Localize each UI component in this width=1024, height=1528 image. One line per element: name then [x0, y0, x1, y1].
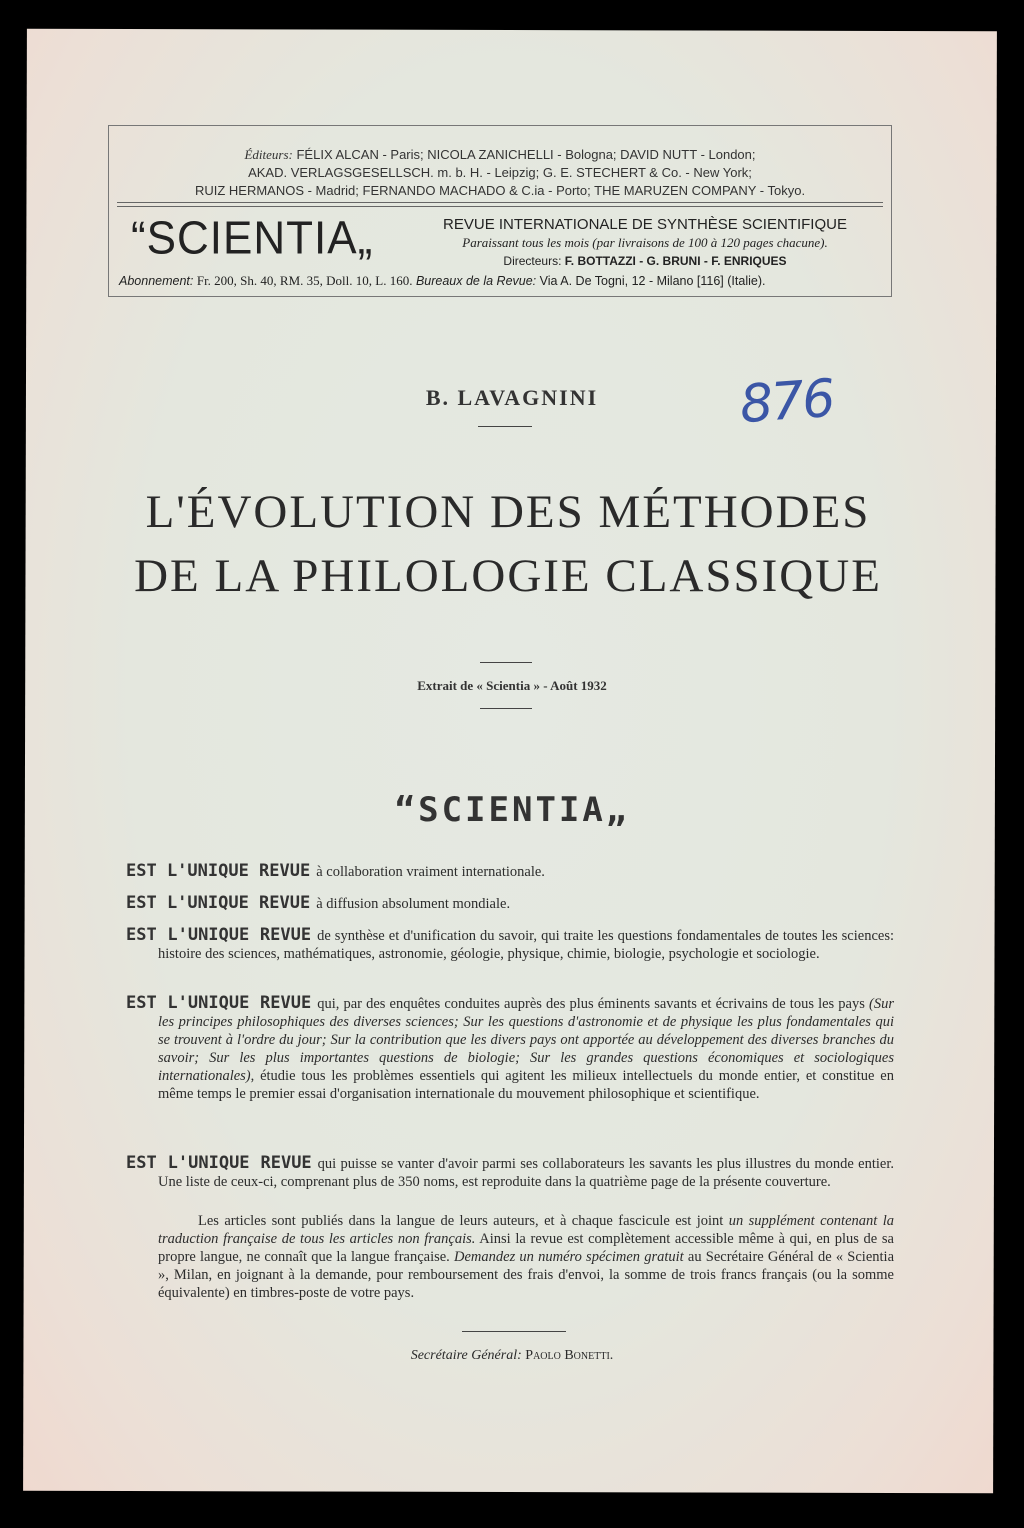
extract-note: Extrait de « Scientia » - Août 1932 — [417, 678, 607, 693]
frequency-note: Paraissant tous les mois (par livraisons de 100 à 120 pages chacune). — [462, 235, 828, 250]
secretary-label: Secrétaire Général: — [410, 1348, 522, 1363]
claim-paragraph — [126, 862, 894, 881]
subscription-prices: Fr. 200, Sh. 40, RM. 35, Doll. 10, L. 160. — [196, 273, 413, 288]
claim-paragraph — [126, 894, 894, 913]
claim-text: , étudie tous les problèmes essentiels qui agitent les milieux intellectuels du monde entier, et constitue en même temps le premier essai d'organisation internationale du mouvement philosophique et scientifique. — [158, 1068, 894, 1102]
claim-label: EST L'UNIQUE REVUE — [126, 861, 311, 881]
closing-text: Les articles sont publiés dans la langue de leurs auteurs, et à chaque fascicule est joint — [198, 1213, 729, 1229]
bureaux-address: Via A. De Togni, 12 - Milano [116] (Italie). — [539, 274, 766, 288]
claim-label: EST L'UNIQUE REVUE — [126, 1153, 312, 1173]
scientia-logo: “SCIENTIA„ — [131, 212, 374, 265]
claim-paragraph — [126, 1154, 894, 1191]
closing-text-italic: Demandez un numéro spécimen gratuit — [454, 1249, 684, 1265]
divider — [478, 426, 532, 427]
claim-label: EST L'UNIQUE REVUE — [126, 893, 311, 913]
claim-paragraph — [126, 926, 894, 963]
secretary-name: Paolo Bonetti. — [525, 1348, 614, 1363]
double-rule — [117, 202, 883, 207]
directors-label: Directeurs: — [503, 254, 562, 268]
subscription-line — [119, 273, 765, 289]
secretary-signature-line — [0, 1348, 1024, 1364]
title-line: DE LA PHILOLOGIE CLASSIQUE — [134, 550, 882, 602]
claim-paragraph — [126, 994, 894, 1103]
revue-subtitle: REVUE INTERNATIONALE DE SYNTHÈSE SCIENTIFIQUE — [443, 216, 847, 233]
revue-description — [405, 216, 885, 270]
claim-text: qui puisse se vanter d'avoir parmi ses collaborateurs les savants les plus illustres du monde entier. Une liste de ceux-ci, comprenant plus de 350 noms, est reproduite dans la quatrième page de la présente couverture. — [158, 1156, 894, 1190]
publishers-line: RUIZ HERMANOS - Madrid; FERNANDO MACHADO & C.ia - Porto; THE MARUZEN COMPANY - Tokyo. — [194, 183, 806, 198]
claim-label: EST L'UNIQUE REVUE — [126, 993, 312, 1013]
page-title — [128, 480, 888, 608]
claim-text: qui, par des enquêtes conduites auprès des plus éminents savants et écrivains de tous les pays — [317, 996, 869, 1012]
closing-text-italic: un supplément contenant la traduction française de tous les articles non français. — [158, 1213, 894, 1247]
publishers-list — [109, 146, 891, 200]
title-line: L'ÉVOLUTION DES MÉTHODES — [145, 486, 871, 538]
closing-text: au Secrétaire Général de « Scientia », Milan, en joignant à la demande, pour remboursement des frais d'envoi, la somme de trois francs français (ou la somme équivalente) en timbres-poste de votre pays. — [158, 1249, 895, 1301]
publisher-header-box — [108, 125, 892, 297]
directors-names: F. BOTTAZZI - G. BRUNI - F. ENRIQUES — [564, 254, 787, 268]
scientia-heading: “SCIENTIA„ — [394, 790, 630, 830]
claim-label: EST L'UNIQUE REVUE — [126, 925, 312, 945]
divider — [462, 1331, 566, 1332]
claim-text: de synthèse et d'unification du savoir, qui traite les questions fondamentales de toutes les sciences: histoire des sciences, mathématiques, astronomie, géologie, physique, chimie, biologie, psychologie et sociologie. — [158, 928, 894, 962]
claim-text: à diffusion absolument mondiale. — [316, 896, 511, 912]
divider — [480, 708, 532, 709]
claim-text-italic: (Sur les principes philosophiques des diverses sciences; Sur les questions d'astronomie et de physique les plus fondamentales qui se trouvent à l'ordre du jour; Sur la contribution que les divers pays ont apportée au développement des diverses branches du savoir; Sur les plus importantes questions de biologie; Sur les grandes questions économiques et sociologiques internationales) — [158, 996, 894, 1084]
publishers-line: FÉLIX ALCAN - Paris; NICOLA ZANICHELLI - Bologna; DAVID NUTT - London; — [296, 147, 756, 162]
publishers-line: AKAD. VERLAGSGESELLSCH. m. b. H. - Leipzig; G. E. STECHERT & Co. - New York; — [248, 165, 752, 180]
publishers-label: Éditeurs: — [244, 147, 293, 162]
closing-paragraph — [126, 1212, 894, 1302]
closing-text: Ainsi la revue est complètement accessible même à qui, en plus de sa propre langue, ne connaît que la langue française. — [158, 1231, 894, 1265]
subscription-label: Abonnement: — [119, 274, 194, 288]
author-name: B. LAVAGNINI — [425, 385, 599, 410]
claim-text: à collaboration vraiment internationale. — [316, 864, 545, 880]
bureaux-label: Bureaux de la Revue: — [415, 274, 537, 288]
handwritten-number: 876 — [738, 368, 836, 436]
divider — [480, 662, 532, 663]
